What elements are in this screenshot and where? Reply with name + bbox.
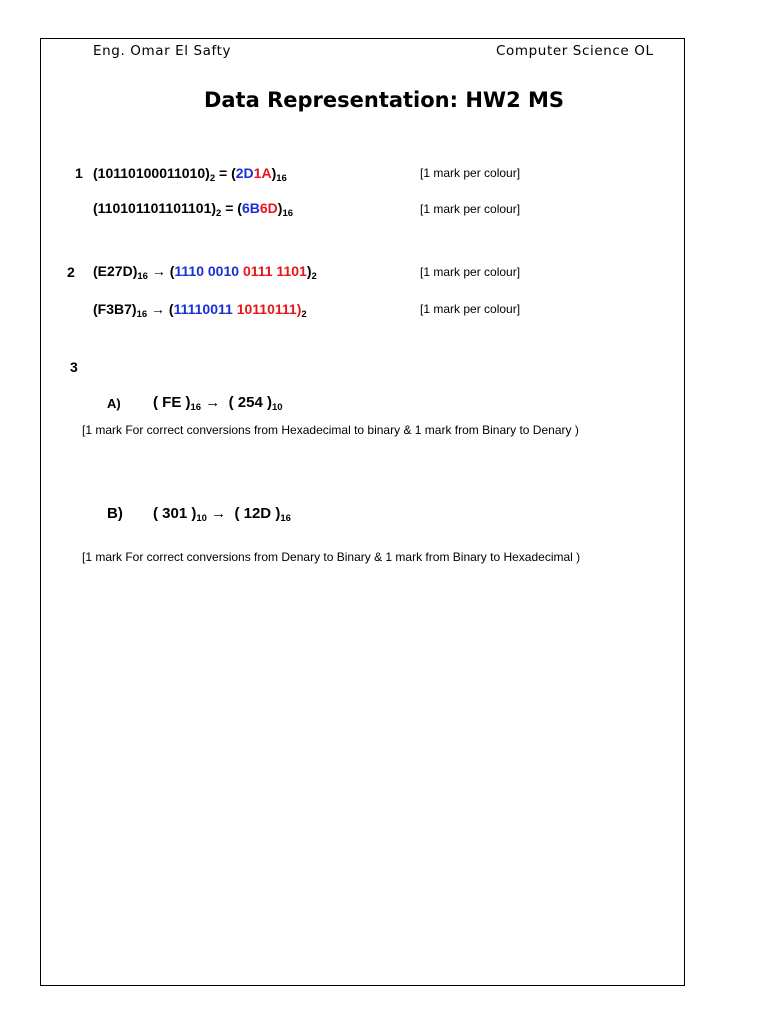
q3a-base-out: 10 [271,402,283,413]
q2b-base-out: 2 [301,309,307,320]
course-name: Computer Science OL [496,43,654,59]
q2b-hex: F3B7 [97,301,132,317]
q1b-hex-part2: 6D [259,200,278,216]
q3a-conversion: ( FE )$_{16}$ → ( 254 )$_{10}$ [153,394,283,413]
q3a-base-in: 16 [190,402,202,413]
q3b-conversion: ( 301 )$_{10}$ → ( 12D )$_{16}$ [153,505,291,524]
page-title: Data Representation: HW2 MS [203,88,565,112]
q1a-hex-part1: 2D [235,165,254,181]
q1a-binary: 10110100011010 [97,165,206,181]
q2b-bin-part1: 11110011 [173,301,233,317]
question-number-3: 3 [70,359,78,375]
q2a-base-in: 16 [137,271,148,282]
q1b-hex-part1: 6B [241,200,260,216]
q1a-base-out: 16 [276,173,287,184]
q3b-arrow-icon: → [211,505,227,522]
q1a-base-in: 2 [209,173,216,184]
q2a-hex: E27D [97,263,133,279]
q2a-conversion: $(E27D)_{16} \to (1110$ 0010 0111 $1101)_2$ [93,263,317,282]
q2a-mark-note: [1 mark per colour] [420,265,521,279]
q2b-bin-part2: 10110111 [236,301,297,317]
q3a-value-out: 254 [237,394,263,411]
q2a-base-out: 2 [311,271,317,282]
q3a-arrow-icon: → [205,394,221,411]
author-name: Eng. Omar El Safty [93,43,232,59]
q1a-mark-note: [1 mark per colour] [420,166,521,180]
q3b-value-out: 12D [243,505,272,522]
q2b-base-in: 16 [136,309,148,320]
q3b-value-in: 301 [162,505,188,522]
q1b-conversion: $(110101101101101)_2 = (6B6D)_{16}$ [93,200,294,219]
q2a-arrow-icon: → [151,263,166,279]
q1a-equals: = [219,165,228,181]
q1a-hex-part2: 1A [253,165,272,181]
q3b-mark-note: [1 mark For correct conversions from Denary to Binary & 1 mark from Binary to Hexadecimal ) [82,550,581,564]
q2b-conversion: $(F3B7)_{16} \to (11110011$ $10110111)_2$ [93,301,307,320]
q1b-base-out: 16 [282,208,294,219]
q2a-bin-part2: 0111 1101 [242,263,307,279]
q2a-bin-part1: 1110 0010 [174,263,240,279]
q3b-label: B) [107,505,123,522]
question-number-1: 1 [75,165,83,181]
q1b-binary: 110101101101101 [97,200,212,216]
q2b-mark-note: [1 mark per colour] [420,302,521,316]
q3a-label: A) [107,396,121,411]
q3a-value-in: FE [162,394,182,411]
q1b-equals: = [225,200,234,216]
q3a-mark-note: [1 mark For correct conversions from Hexadecimal to binary & 1 mark from Binary to Denary ) [82,423,579,437]
q3b-base-out: 16 [280,513,291,524]
q1b-base-in: 2 [216,208,222,219]
q1b-mark-note: [1 mark per colour] [420,202,521,216]
q1a-conversion: $(10110100011010)_2 = (2D1A)_{16}$ [93,165,287,184]
q3b-base-in: 10 [196,513,207,524]
question-number-2: 2 [67,264,75,280]
q2b-arrow-icon: → [151,301,166,317]
